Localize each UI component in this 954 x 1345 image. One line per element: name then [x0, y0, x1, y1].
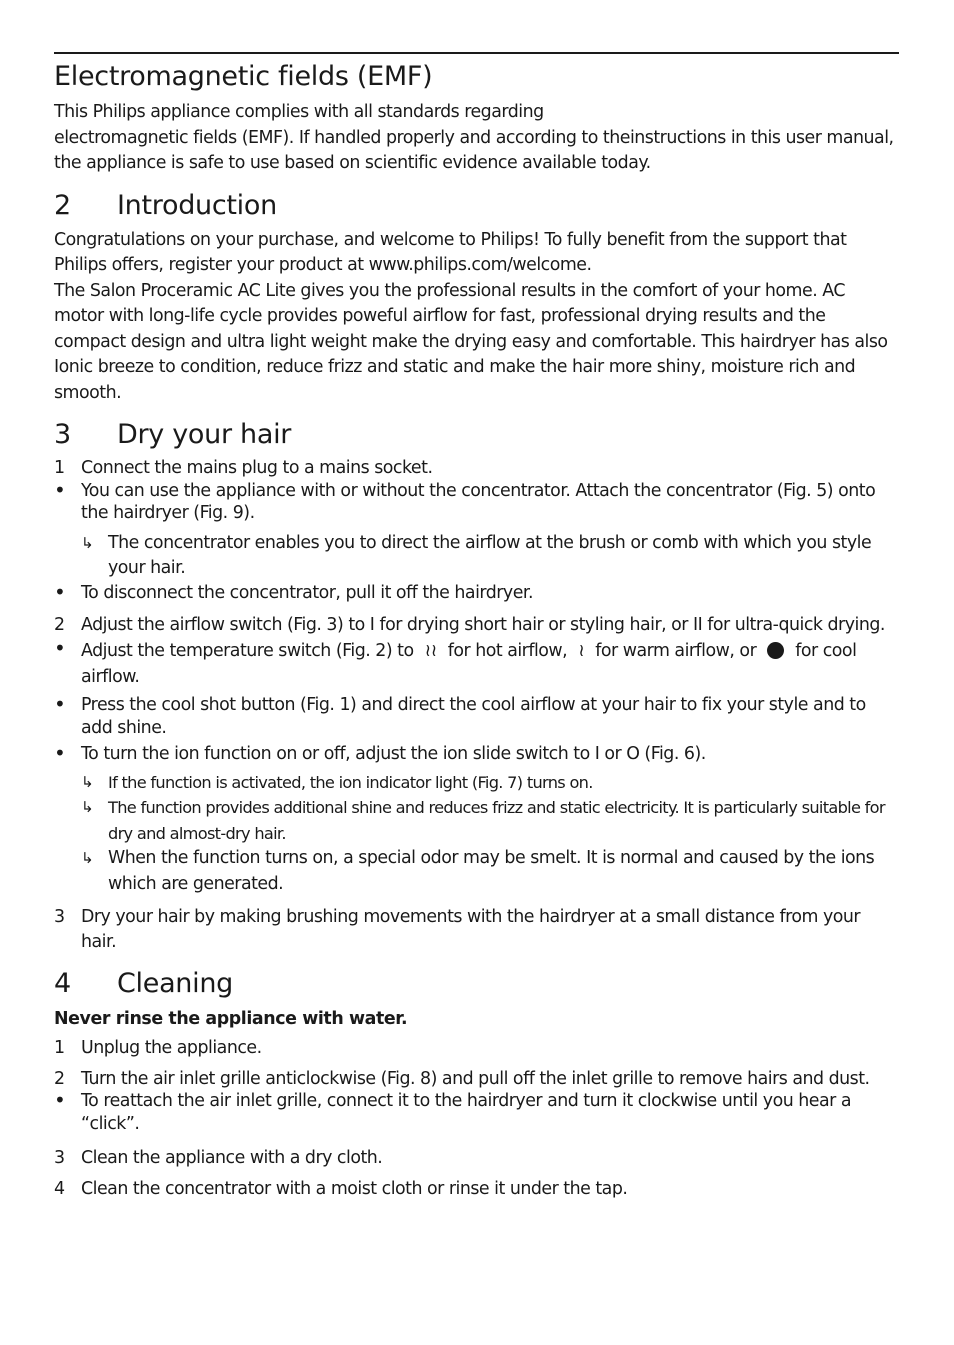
step-number: 3: [54, 907, 65, 927]
step-number: 2: [54, 1068, 65, 1089]
arrow-icon: ↳: [81, 849, 94, 867]
temp-text-c: for warm airflow, or: [595, 641, 757, 661]
emf-paragraph: electromagnetic fields (EMF). If handled properly and according to theinstructions in this user manual, the appliance is safe to use based on scientific evidence available today.: [54, 127, 894, 173]
cleaning-heading: [54, 967, 899, 1001]
section-title: Introduction: [117, 189, 277, 221]
emf-paragraph-line1: This Philips appliance complies with all standards regarding: [54, 102, 544, 122]
warm-airflow-icon: ≀: [578, 641, 585, 661]
clean-step-2: [54, 1068, 899, 1091]
hot-airflow-icon: ≀≀: [424, 641, 437, 661]
bullet-disconnect: [54, 579, 899, 605]
step-text: Clean the concentrator with a moist cloth or rinse it under the tap.: [81, 1178, 628, 1199]
step-text: Clean the appliance with a dry cloth.: [81, 1148, 383, 1168]
bullet-icon: •: [54, 477, 66, 502]
bullet-reattach: [54, 1090, 899, 1135]
temp-text-b: for hot airflow,: [447, 641, 568, 661]
bullet-text: To turn the ion function on or off, adjust the ion slide switch to I or O (Fig. 6).: [81, 744, 706, 764]
bullet-text: To disconnect the concentrator, pull it off the hairdryer.: [81, 582, 534, 603]
step-text: Dry your hair by making brushing movements with the hairdryer at a small distance from your hair.: [81, 907, 861, 952]
clean-step-1: [54, 1037, 899, 1060]
bullet-icon: •: [54, 692, 66, 716]
step-text: Turn the air inlet grille anticlockwise (Fig. 8) and pull off the inlet grille to remove hairs and dust.: [81, 1068, 870, 1089]
dry-heading: [54, 418, 899, 452]
section-title: Cleaning: [117, 968, 233, 999]
result-text: The function provides additional shine and reduces frizz and static electricity. It is particularly suitable for dry and almost-dry hair.: [108, 798, 885, 843]
temp-text-a: Adjust the temperature switch (Fig. 2) to: [81, 641, 414, 661]
step-3: [54, 905, 899, 955]
bullet-icon: •: [54, 579, 66, 604]
bullet-temperature: [54, 638, 899, 690]
section-title: Dry your hair: [117, 419, 292, 450]
result-ion-odor: [54, 846, 899, 897]
section-number: 3: [54, 419, 71, 450]
bullet-icon: •: [54, 1088, 66, 1112]
cool-airflow-icon: [767, 642, 784, 659]
bullet-text: To reattach the air inlet grille, connect it to the hairdryer and turn it clockwise until you hear a “click”.: [81, 1091, 851, 1134]
section-number: 4: [54, 968, 71, 999]
step-number: 1: [54, 458, 65, 478]
arrow-icon: ↳: [81, 533, 94, 552]
step-text: Unplug the appliance.: [81, 1038, 262, 1058]
bullet-ion: [54, 743, 899, 766]
result-text: The concentrator enables you to direct the airflow at the brush or comb with which you style your hair.: [108, 532, 872, 578]
intro-paragraph-1: Congratulations on your purchase, and welcome to Philips! To fully benefit from the support that Philips offers, register your product at www.philips.com/welcome.: [54, 229, 847, 275]
arrow-icon: ↳: [81, 798, 93, 816]
clean-step-4: [54, 1178, 899, 1201]
section-number: 2: [54, 189, 71, 221]
step-text: Connect the mains plug to a mains socket.: [81, 458, 433, 478]
temp-text-d: for cool airflow.: [81, 641, 857, 687]
bullet-icon: •: [54, 636, 66, 660]
top-rule: [54, 52, 899, 54]
result-ion-shine: [54, 795, 899, 846]
intro-paragraph-2: The Salon Proceramic AC Lite gives you the professional results in the comfort of your home. AC motor with long-life cycle provides poweful airflow for fast, professional drying results and the compact design and ultra light weight make the drying easy and comfortable. This hairdryer has also Ionic breeze to condition, reduce frizz and static and make the hair more shiny, moisture rich and smooth.: [54, 280, 888, 403]
emf-heading: Electromagnetic fields (EMF): [54, 61, 433, 92]
result-text: If the function is activated, the ion indicator light (Fig. 7) turns on.: [108, 772, 593, 792]
intro-heading: [54, 189, 899, 223]
step-number: 4: [54, 1178, 65, 1199]
result-text: When the function turns on, a special odor may be smelt. It is normal and caused by the ions which are generated.: [108, 848, 875, 894]
step-number: 2: [54, 615, 65, 635]
result-ion-light: [54, 770, 899, 796]
cleaning-warning: Never rinse the appliance with water.: [54, 1009, 408, 1029]
step-number: 3: [54, 1148, 65, 1168]
step-number: 1: [54, 1038, 65, 1058]
bullet-text: You can use the appliance with or without the concentrator. Attach the concentrator (Fig. 5) onto the hairdryer (Fig. 9).: [81, 480, 876, 523]
step-2: [54, 612, 899, 638]
bullet-concentrator: [54, 477, 899, 525]
manual-page: [54, 56, 899, 1200]
bullet-text: Press the cool shot button (Fig. 1) and direct the cool airflow at your hair to fix your style and to add shine.: [81, 695, 866, 738]
bullet-icon: •: [54, 741, 66, 765]
step-1: [54, 457, 899, 480]
step-text: Adjust the airflow switch (Fig. 3) to I for drying short hair or styling hair, or II for ultra-quick drying.: [81, 615, 885, 635]
clean-step-3: [54, 1147, 899, 1170]
result-concentrator: [54, 531, 899, 582]
bullet-cool-shot: [54, 694, 899, 739]
arrow-icon: ↳: [81, 772, 93, 791]
